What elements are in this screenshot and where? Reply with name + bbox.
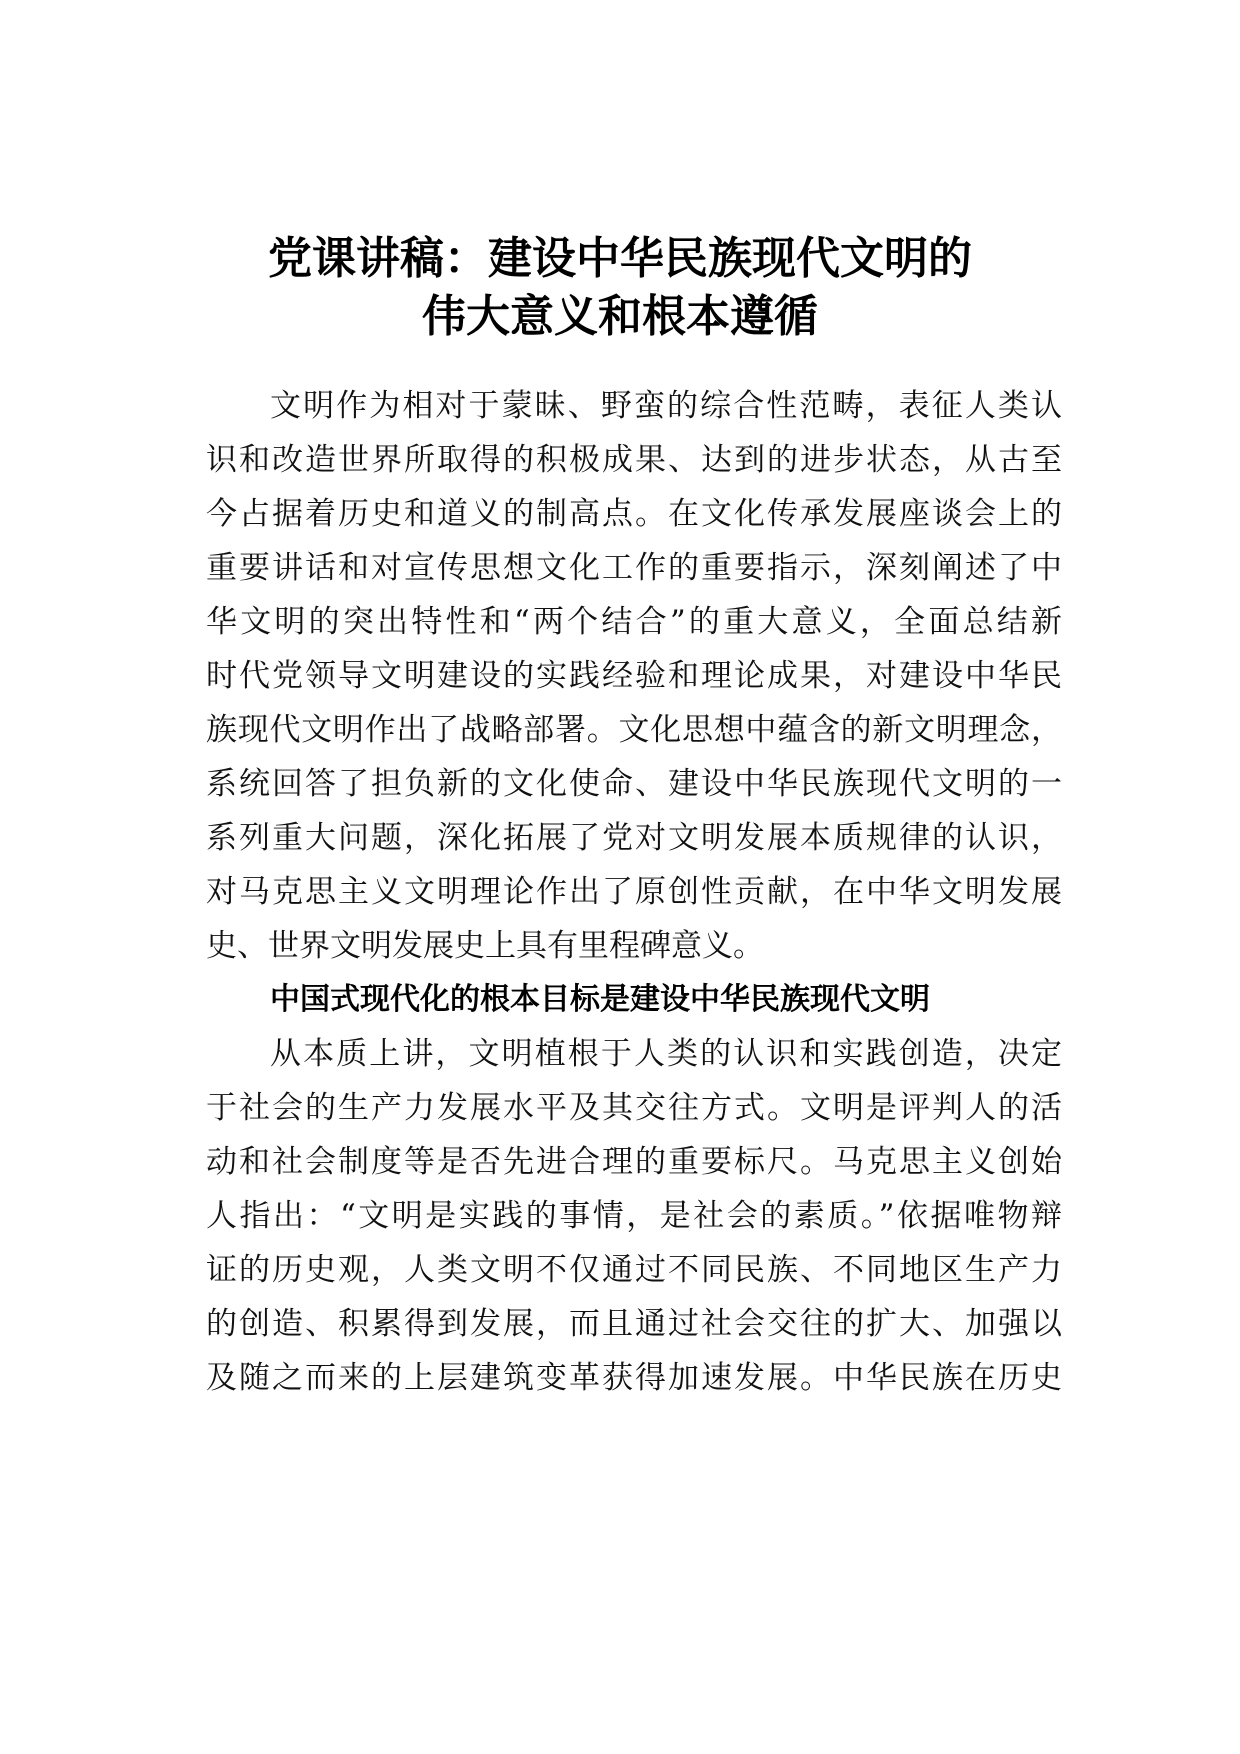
section-heading: 中国式现代化的根本目标是建设中华民族现代文明 bbox=[270, 982, 930, 1017]
paragraph-1-line: 今占据着历史和道义的制高点。在文化传承发展座谈会上的 bbox=[206, 496, 1062, 532]
paragraph-1-line: 史、世界文明发展史上具有里程碑意义。 bbox=[206, 928, 764, 964]
paragraph-1-line: 重要讲话和对宣传思想文化工作的重要指示，深刻阐述了中 bbox=[206, 550, 1062, 586]
paragraph-1-line: 对马克思主义文明理论作出了原创性贡献，在中华文明发展 bbox=[206, 874, 1062, 910]
paragraph-1-line: 系列重大问题，深化拓展了党对文明发展本质规律的认识， bbox=[206, 820, 1062, 856]
paragraph-1-line: 华文明的突出特性和“两个结合”的重大意义，全面总结新 bbox=[206, 604, 1062, 640]
paragraph-2-line: 动和社会制度等是否先进合理的重要标尺。马克思主义创始 bbox=[206, 1144, 1062, 1180]
paragraph-2-line: 人指出：“文明是实践的事情，是社会的素质。”依据唯物辩 bbox=[206, 1198, 1062, 1234]
paragraph-2-line: 从本质上讲，文明植根于人类的认识和实践创造，决定 bbox=[270, 1036, 1062, 1072]
paragraph-2-line: 及随之而来的上层建筑变革获得加速发展。中华民族在历史 bbox=[206, 1360, 1062, 1396]
document-title-line-2: 伟大意义和根本遵循 bbox=[422, 291, 818, 342]
paragraph-1-line: 文明作为相对于蒙昧、野蛮的综合性范畴，表征人类认 bbox=[270, 388, 1062, 424]
paragraph-1-line: 族现代文明作出了战略部署。文化思想中蕴含的新文明理念， bbox=[206, 712, 1062, 748]
paragraph-2-line: 证的历史观，人类文明不仅通过不同民族、不同地区生产力 bbox=[206, 1252, 1062, 1288]
paragraph-1-line: 时代党领导文明建设的实践经验和理论成果，对建设中华民 bbox=[206, 658, 1062, 694]
paragraph-1-line: 识和改造世界所取得的积极成果、达到的进步状态，从古至 bbox=[206, 442, 1062, 478]
paragraph-2-line: 的创造、积累得到发展，而且通过社会交往的扩大、加强以 bbox=[206, 1306, 1062, 1342]
paragraph-2-line: 于社会的生产力发展水平及其交往方式。文明是评判人的活 bbox=[206, 1090, 1062, 1126]
paragraph-1-line: 系统回答了担负新的文化使命、建设中华民族现代文明的一 bbox=[206, 766, 1062, 802]
document-title-line-1: 党课讲稿：建设中华民族现代文明的 bbox=[268, 233, 972, 284]
